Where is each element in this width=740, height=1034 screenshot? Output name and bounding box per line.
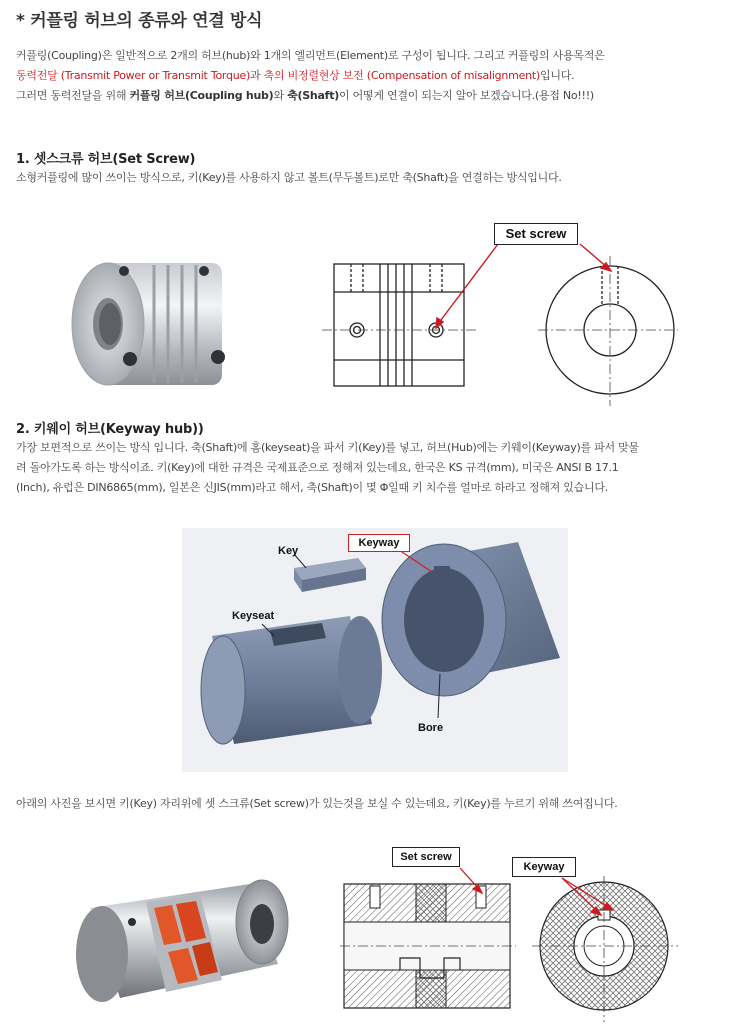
intro-bold-shaft: 축(Shaft) bbox=[287, 89, 339, 102]
section-2-description-3: (Inch), 유럽은 DIN6865(mm), 일본은 신JIS(mm)라고 해서, 축(Shaft)이 몇 Φ일때 키 치수를 얼마로 하라고 정해져 있습니다. bbox=[16, 481, 609, 494]
set-screw-callout-2: Set screw bbox=[392, 847, 460, 867]
intro-line-3-a: 그러면 동력전달을 위해 bbox=[16, 89, 130, 102]
intro-line-1: 커플링(Coupling)은 일반적으로 2개의 허브(hub)와 1개의 엘리먼트(Element)로 구성이 됩니다. 그리고 커플링의 사용목적은 bbox=[16, 49, 605, 62]
intro-highlight-power: 동력전달 (Transmit Power or Transmit Torque) bbox=[16, 69, 251, 82]
intro-line-3-d: 이 어떻게 연결이 되는지 알아 보겠습니다.(용접 No!!!) bbox=[339, 89, 594, 102]
section-2-description-2: 려 돌아가도록 하는 방식이죠. 키(Key)에 대한 규격은 국제표준으로 정해져 있는데요, 한국은 KS 규격(mm), 미국은 ANSI B 17.1 bbox=[16, 461, 619, 474]
intro-highlight-misalignment: 축의 비정렬현상 보전 (Compensation of misalignment) bbox=[263, 69, 540, 82]
set-screw-callout-1: Set screw bbox=[494, 223, 578, 245]
section-2-description-1: 가장 보편적으로 쓰이는 방식 입니다. 축(Shaft)에 홈(keyseat)을 파서 키(Key)를 넣고, 허브(Hub)에는 키웨이(Keyway)를 파서 맞물 bbox=[16, 441, 639, 454]
section-3-description: 아래의 사진을 보시면 키(Key) 자리위에 셋 스크류(Set screw)가 있는것을 보실 수 있는데요, 키(Key)를 누르기 위해 쓰여집니다. bbox=[16, 797, 618, 810]
keyway-callout: Keyway bbox=[348, 534, 410, 552]
page-title: * 커플링 허브의 종류와 연결 방식 bbox=[16, 11, 263, 31]
keyseat-label: Keyseat bbox=[232, 610, 275, 622]
intro-line-2-end: 입니다. bbox=[539, 69, 575, 82]
set-screw-coupling-photo bbox=[62, 255, 252, 395]
intro-line-2 bbox=[16, 66, 574, 86]
section-1-heading: 1. 셋스크류 허브(Set Screw) bbox=[16, 152, 196, 167]
intro-line-3-c: 와 bbox=[273, 89, 288, 102]
intro-connector: 과 bbox=[250, 69, 264, 82]
intro-bold-hub: 커플링 허브(Coupling hub) bbox=[129, 89, 274, 102]
jaw-coupling-photo bbox=[50, 868, 290, 1028]
bore-label: Bore bbox=[418, 722, 444, 734]
key-label: Key bbox=[278, 545, 299, 557]
keyway-callout-2: Keyway bbox=[512, 857, 576, 877]
section-2-heading: 2. 키웨이 허브(Keyway hub)) bbox=[16, 422, 204, 437]
section-1-description: 소형커플링에 많이 쓰이는 방식으로, 키(Key)를 사용하지 않고 볼트(무두볼트)로만 축(Shaft)을 연결하는 방식입니다. bbox=[16, 171, 562, 184]
keyway-illustration bbox=[182, 528, 568, 772]
jaw-coupling-technical-drawing bbox=[340, 846, 680, 1026]
intro-line-3 bbox=[16, 86, 594, 106]
